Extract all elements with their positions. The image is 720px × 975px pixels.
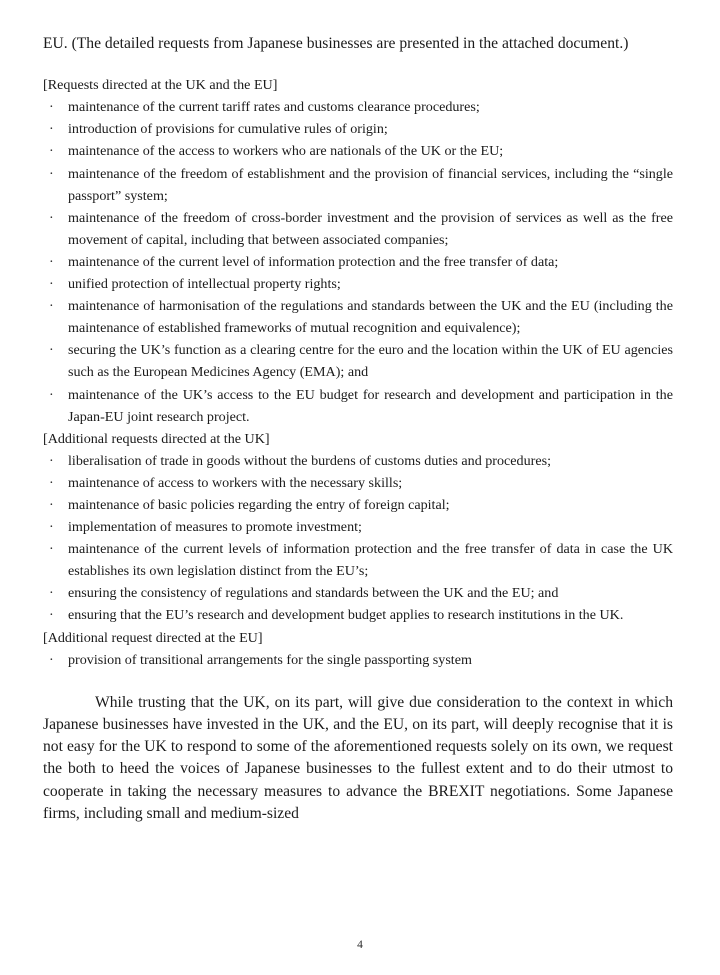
list-item-text: maintenance of harmonisation of the regulations and standards between the UK and the EU (including the maintenance of established frameworks of mutual recognition and equivalence); bbox=[68, 298, 673, 337]
section-heading: [Additional request directed at the EU] bbox=[43, 629, 263, 646]
section-heading: [Additional requests directed at the UK] bbox=[43, 430, 270, 447]
bullet-dot-icon: · bbox=[49, 519, 54, 536]
bullet-dot-icon: · bbox=[49, 496, 54, 513]
list-item bbox=[43, 273, 673, 295]
list-item-text: liberalisation of trade in goods without the burdens of customs duties and procedures; bbox=[68, 452, 551, 469]
bullet-list bbox=[43, 450, 673, 627]
bullet-dot-icon: · bbox=[49, 651, 54, 668]
section-heading: [Requests directed at the UK and the EU] bbox=[43, 77, 278, 94]
bullet-dot-icon: · bbox=[49, 99, 54, 116]
bullet-dot-icon: · bbox=[49, 386, 54, 403]
list-item bbox=[43, 140, 673, 162]
page-content bbox=[43, 33, 673, 825]
requests-section-uk-eu bbox=[43, 74, 673, 428]
opening-paragraph: EU. (The detailed requests from Japanese businesses are presented in the attached document.) bbox=[43, 35, 629, 52]
list-item-text: maintenance of the UK’s access to the EU budget for research and development and participation in the Japan-EU joint research project. bbox=[68, 386, 673, 425]
list-item-text: maintenance of the freedom of cross-border investment and the provision of services as well as the free movement of capital, including that between associated companies; bbox=[68, 209, 673, 248]
bullet-dot-icon: · bbox=[49, 143, 54, 160]
list-item bbox=[43, 295, 673, 339]
bullet-dot-icon: · bbox=[49, 342, 54, 359]
bullet-dot-icon: · bbox=[49, 298, 54, 315]
list-item bbox=[43, 472, 673, 494]
list-item bbox=[43, 649, 673, 671]
list-item-text: maintenance of the access to workers who are nationals of the UK or the EU; bbox=[68, 143, 504, 160]
list-item-text: implementation of measures to promote investment; bbox=[68, 519, 362, 536]
list-item bbox=[43, 384, 673, 428]
list-item-text: unified protection of intellectual property rights; bbox=[68, 276, 341, 293]
bullet-dot-icon: · bbox=[49, 607, 54, 624]
bullet-dot-icon: · bbox=[49, 165, 54, 182]
bullet-dot-icon: · bbox=[49, 276, 54, 293]
list-item-text: provision of transitional arrangements for the single passporting system bbox=[68, 651, 472, 668]
list-item-text: introduction of provisions for cumulative rules of origin; bbox=[68, 121, 388, 138]
list-item-text: maintenance of the current levels of information protection and the free transfer of data in case the UK establishes its own legislation distinct from the EU’s; bbox=[68, 541, 673, 580]
list-item-text: maintenance of basic policies regarding the entry of foreign capital; bbox=[68, 496, 450, 513]
list-item bbox=[43, 538, 673, 582]
closing-paragraph: While trusting that the UK, on its part, will give due consideration to the context in which Japanese businesses have invested in the UK, and the EU, on its part, will deeply recognise that it is not easy for the UK to respond to some of the aforementioned requests solely on its own, we request the both to heed the voices of Japanese businesses to the fullest extent and to do their utmost to cooperate in taking the necessary measures to advance the BREXIT negotiations. Some Japanese firms, including small and medium-sized bbox=[43, 693, 673, 822]
list-item bbox=[43, 163, 673, 207]
list-item bbox=[43, 450, 673, 472]
list-item bbox=[43, 494, 673, 516]
list-item-text: maintenance of the current level of information protection and the free transfer of data; bbox=[68, 253, 559, 270]
bullet-dot-icon: · bbox=[49, 209, 54, 226]
list-item-text: securing the UK’s function as a clearing centre for the euro and the location within the UK of EU agencies such as the European Medicines Agency (EMA); and bbox=[68, 342, 673, 381]
spacer bbox=[43, 55, 673, 74]
requests-section-uk bbox=[43, 428, 673, 627]
list-item bbox=[43, 251, 673, 273]
list-item bbox=[43, 604, 673, 626]
list-item-text: maintenance of the current tariff rates and customs clearance procedures; bbox=[68, 99, 480, 116]
list-item-text: maintenance of access to workers with the necessary skills; bbox=[68, 474, 403, 491]
list-item-text: maintenance of the freedom of establishment and the provision of financial services, including the “single passport” system; bbox=[68, 165, 673, 204]
list-item-text: ensuring the consistency of regulations and standards between the UK and the EU; and bbox=[68, 585, 559, 602]
requests-section-eu bbox=[43, 627, 673, 671]
bullet-dot-icon: · bbox=[49, 452, 54, 469]
bullet-list bbox=[43, 96, 673, 427]
bullet-dot-icon: · bbox=[49, 474, 54, 491]
list-item bbox=[43, 516, 673, 538]
bullet-dot-icon: · bbox=[49, 121, 54, 138]
bullet-dot-icon: · bbox=[49, 541, 54, 558]
list-item bbox=[43, 118, 673, 140]
list-item bbox=[43, 582, 673, 604]
bullet-dot-icon: · bbox=[49, 253, 54, 270]
list-item bbox=[43, 96, 673, 118]
list-item bbox=[43, 207, 673, 251]
bullet-dot-icon: · bbox=[49, 585, 54, 602]
list-item-text: ensuring that the EU’s research and development budget applies to research institutions in the UK. bbox=[68, 607, 624, 624]
list-item bbox=[43, 339, 673, 383]
bullet-list bbox=[43, 649, 673, 671]
page-number: 4 bbox=[357, 939, 363, 951]
